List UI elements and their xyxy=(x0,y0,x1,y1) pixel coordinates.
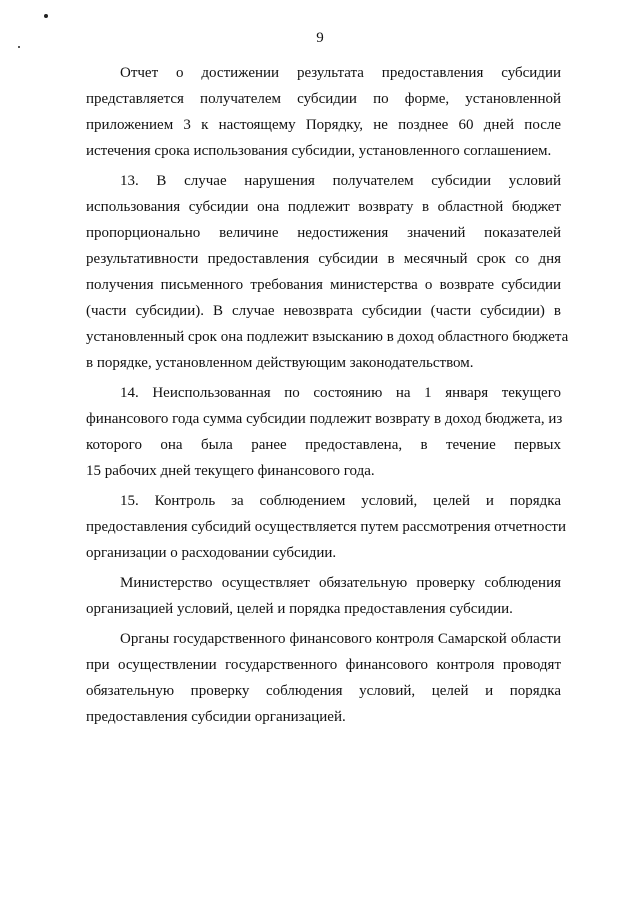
page-number: 9 xyxy=(316,30,324,46)
text-line: Отчет о достижении результата предоставления субсидии xyxy=(120,65,561,81)
text-line: 14. Неиспользованная по состоянию на 1 января текущего xyxy=(120,385,561,401)
text-line: 15. Контроль за соблюдением условий, целей и порядка xyxy=(120,493,561,509)
paragraph-13 xyxy=(86,168,569,376)
text-line: результативности предоставления субсидии в месячный срок со дня xyxy=(86,251,561,267)
text-line: истечения срока использования субсидии, установленного соглашением. xyxy=(86,143,552,159)
text-line: получения письменного требования министерства о возврате субсидии xyxy=(86,277,561,293)
scan-artifact-dot-1 xyxy=(44,14,48,18)
text-line: приложением 3 к настоящему Порядку, не позднее 60 дней после xyxy=(86,117,561,133)
paragraph-ministry-check xyxy=(86,570,561,622)
text-line: установленный срок она подлежит взысканию в доход областного бюджета xyxy=(86,329,569,345)
text-line: пропорционально величине недостижения значений показателей xyxy=(86,225,561,241)
text-line: 15 рабочих дней текущего финансового года. xyxy=(86,463,375,479)
text-line: организации о расходовании субсидии. xyxy=(86,545,337,561)
text-line: предоставления субсидии организацией. xyxy=(86,709,346,725)
paragraph-report xyxy=(86,60,561,164)
document-body xyxy=(86,60,569,734)
text-line: Органы государственного финансового контроля Самарской области xyxy=(120,631,561,647)
text-line: предоставления субсидий осуществляется путем рассмотрения отчетности xyxy=(86,519,566,535)
text-line: Министерство осуществляет обязательную проверку соблюдения xyxy=(120,575,561,591)
text-line: которого она была ранее предоставлена, в течение первых xyxy=(86,437,561,453)
text-line: организацией условий, целей и порядка предоставления субсидии. xyxy=(86,601,513,617)
text-line: (части субсидии). В случае невозврата субсидии (части субсидии) в xyxy=(86,303,561,319)
text-line: в порядке, установленном действующим законодательством. xyxy=(86,355,474,371)
paragraph-14 xyxy=(86,380,561,484)
text-line: представляется получателем субсидии по форме, установленной xyxy=(86,91,561,107)
paragraph-15 xyxy=(86,488,566,566)
text-line: финансового года сумма субсидии подлежит возврату в доход бюджета, из xyxy=(86,411,563,427)
paragraph-state-control xyxy=(86,626,561,730)
text-line: обязательную проверку соблюдения условий, целей и порядка xyxy=(86,683,561,699)
text-line: использования субсидии она подлежит возврату в областной бюджет xyxy=(86,199,561,215)
text-line: при осуществлении государственного финансового контроля проводят xyxy=(86,657,561,673)
text-line: 13. В случае нарушения получателем субсидии условий xyxy=(120,173,561,189)
